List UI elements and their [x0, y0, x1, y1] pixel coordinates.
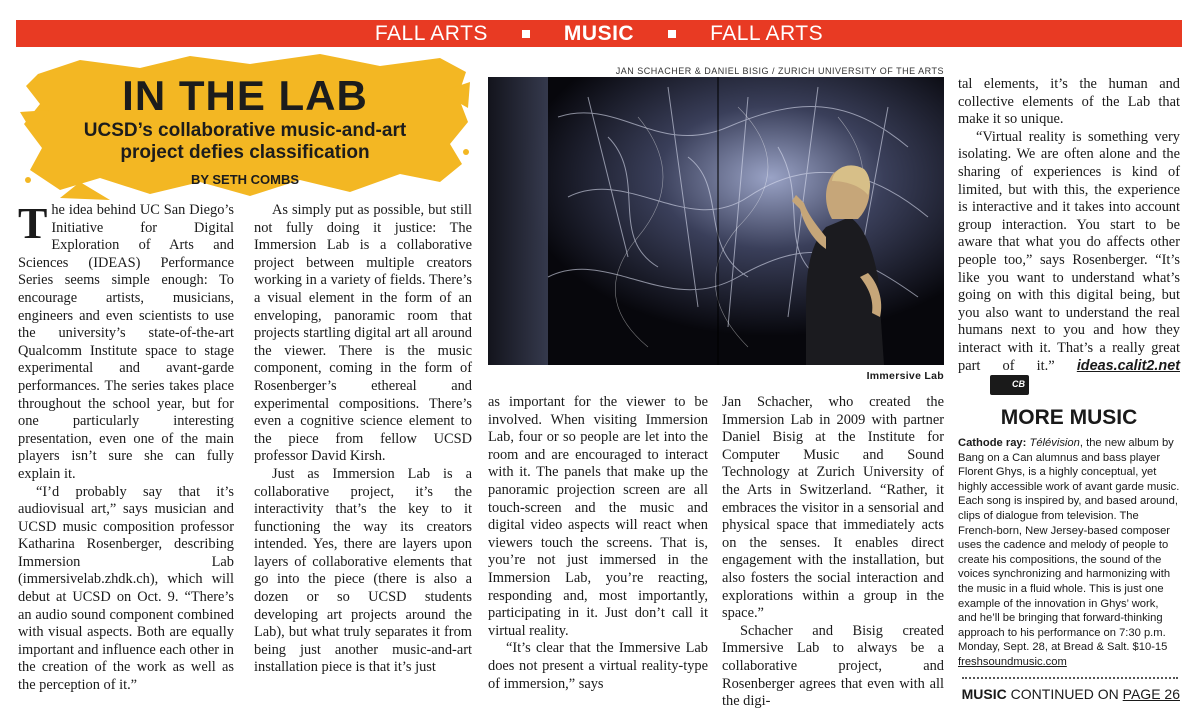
banner-left-label: FALL ARTS	[374, 21, 488, 45]
banner-center-label: MUSIC	[563, 21, 635, 45]
immersive-lab-photo	[488, 77, 944, 365]
article-column-1	[18, 199, 234, 695]
article-paragraph: “I’d probably say that it’s audiovisual art,” says musician and UCSD music composition professor Katharina Rosenberger, describing Immersion Lab (immersivelab.zhdk.ch), which will debut at UCSD on Oct. 9. “There’s an audio sound component combined with visual aspects. Both are equally important and influence each other in the creation of the work as well as the perception of it.”	[18, 483, 234, 694]
album-title: Télévision	[1029, 437, 1080, 449]
photo-illustration	[488, 77, 944, 365]
continued-line	[958, 686, 1180, 702]
continued-page-link[interactable]: PAGE 26	[1122, 686, 1180, 702]
section-banner	[16, 20, 1182, 47]
article-column-4	[722, 394, 944, 711]
photo-caption: Immersive Lab	[866, 370, 944, 382]
article-headline: IN THE LAB	[122, 72, 368, 119]
article-byline: BY SETH COMBS	[190, 172, 300, 187]
cb-end-mark-icon: CB	[990, 375, 1029, 395]
photo-credit: JAN SCHACHER & DANIEL BISIG / ZURICH UNIVERSITY OF THE ARTS	[615, 66, 944, 76]
article-paragraph: tal elements, it’s the human and collective elements of the Lab that make it so unique.	[958, 76, 1180, 128]
continued-section: MUSIC	[961, 686, 1007, 702]
bullet-icon	[522, 30, 530, 38]
more-music-body: Cathode ray: Télévision, the new album by Bang on a Can alumnus and bass player Florent Ghys, is a highly conceptual, yet highly accessible work of avant garde music. Each song is inspired by, and based around, clips of dialogue from television. The French-born, New Jersey-based composer uses the cadence and melody of people to create his compositions, the sound of the voices synchronizing and harmonizing with the music in a fluid whole. This is just one example of the innovation in Ghys’ work, and he’ll be bringing that forward-thinking approach to his performance on 7:30 p.m. Monday, Sept. 28, at Bread & Salt. $10-15 freshsoundmusic.com	[958, 437, 1180, 668]
article-paragraph: “It’s clear that the Immersive Lab does not present a virtual reality-type of immersion,” says	[488, 640, 708, 692]
freshsoundmusic-link[interactable]: freshsoundmusic.com	[958, 655, 1067, 668]
article-paragraph: Schacher and Bisig created Immersive Lab to always be a collaborative project, and Rosenberger agrees that even with all the digi-	[722, 622, 944, 710]
continued-text: CONTINUED ON	[1010, 686, 1119, 702]
article-paragraph: “Virtual reality is something very isolating. We are often alone and the sharing of experiences is kind of limited, but with this, the experience is interactive and it takes into account group interaction. You start to be aware that what you do affects other people too,” says Rosenberger. “It’s like you want to understand what’s going on with this digital being, but you also want to understand the real humans next to you and how they interact with it. That’s a really great part of it.” ideas.calit2.netCB	[958, 129, 1180, 395]
article-paragraph: As simply put as possible, but still not fully doing it justice: The Immersion Lab is a collaborative project between multiple creators working in a variety of fields. There’s a visual element in the form of an enveloping, panoramic room that projects startling digital art all around the viewer. There is the music component, coming in the form of Rosenberger’s ethereal and experimental compositions. There’s even a cognitive science element to the piece from fellow UCSD professor David Kirsh.	[254, 202, 472, 465]
article-subhead: UCSD’s collaborative music-and-art project defies classification	[83, 120, 407, 163]
article-paragraph: Jan Schacher, who created the Immersion Lab in 2009 with partner Daniel Bisig at the Institute for Computer Music and Sound Technology at Zurich University of the Arts in Switzerland. “Rather, it embraces the visitor in a sensorial and physical space that immediately acts on the senses. It enables direct engagement with the installation, but also fosters the social interaction and explorations within a group in the space.”	[722, 394, 944, 622]
more-music-heading: MORE MUSIC	[1000, 406, 1138, 429]
dotted-divider	[962, 677, 1178, 679]
article-paragraph: Just as Immersion Lab is a collaborative project, it’s the interactivity that’s the key to it functioning the way its creators intended. Yes, there are layers upon layers of collaborative elements that go into the piece (there is also a dozen or so UCSD students developing art projects around the Lab), but what truly separates it from being just another music-and-art installation piece is that it’s just	[254, 465, 472, 676]
article-column-5	[958, 76, 1180, 395]
banner-right-label: FALL ARTS	[710, 21, 824, 45]
article-column-3	[488, 394, 708, 693]
bullet-icon	[668, 30, 676, 38]
more-music-lead: Cathode ray:	[958, 437, 1027, 449]
drop-cap: T	[18, 199, 48, 248]
article-paragraph: The idea behind UC San Diego’s Initiative for Digital Exploration of Arts and Sciences (IDEAS) Performance Series seems simple enough: To encourage artists, musicians, engineers and even scientists to use the university’s state-of-the-art Qualcomm Institute space to stage experimental and avant-garde performances. The series takes place throughout the school year, but for one particularly interesting presentation, even one of the main players isn’t sure she can fully explain it.	[18, 199, 234, 482]
ideas-link[interactable]: ideas.calit2.net	[1076, 357, 1180, 374]
article-column-2	[254, 202, 472, 677]
article-paragraph: as important for the viewer to be involved. When visiting Immersion Lab, four or so people are let into the room and are encouraged to interact with it. The panels that make up the panoramic projection screen are all touch-screen and the music and digital video aspects will react when viewers touch the screens. That is, you’re not just immersed in the Immersion Lab, you’re reacting, responding and, most importantly, participating in it. Just don’t call it virtual reality.	[488, 394, 708, 639]
